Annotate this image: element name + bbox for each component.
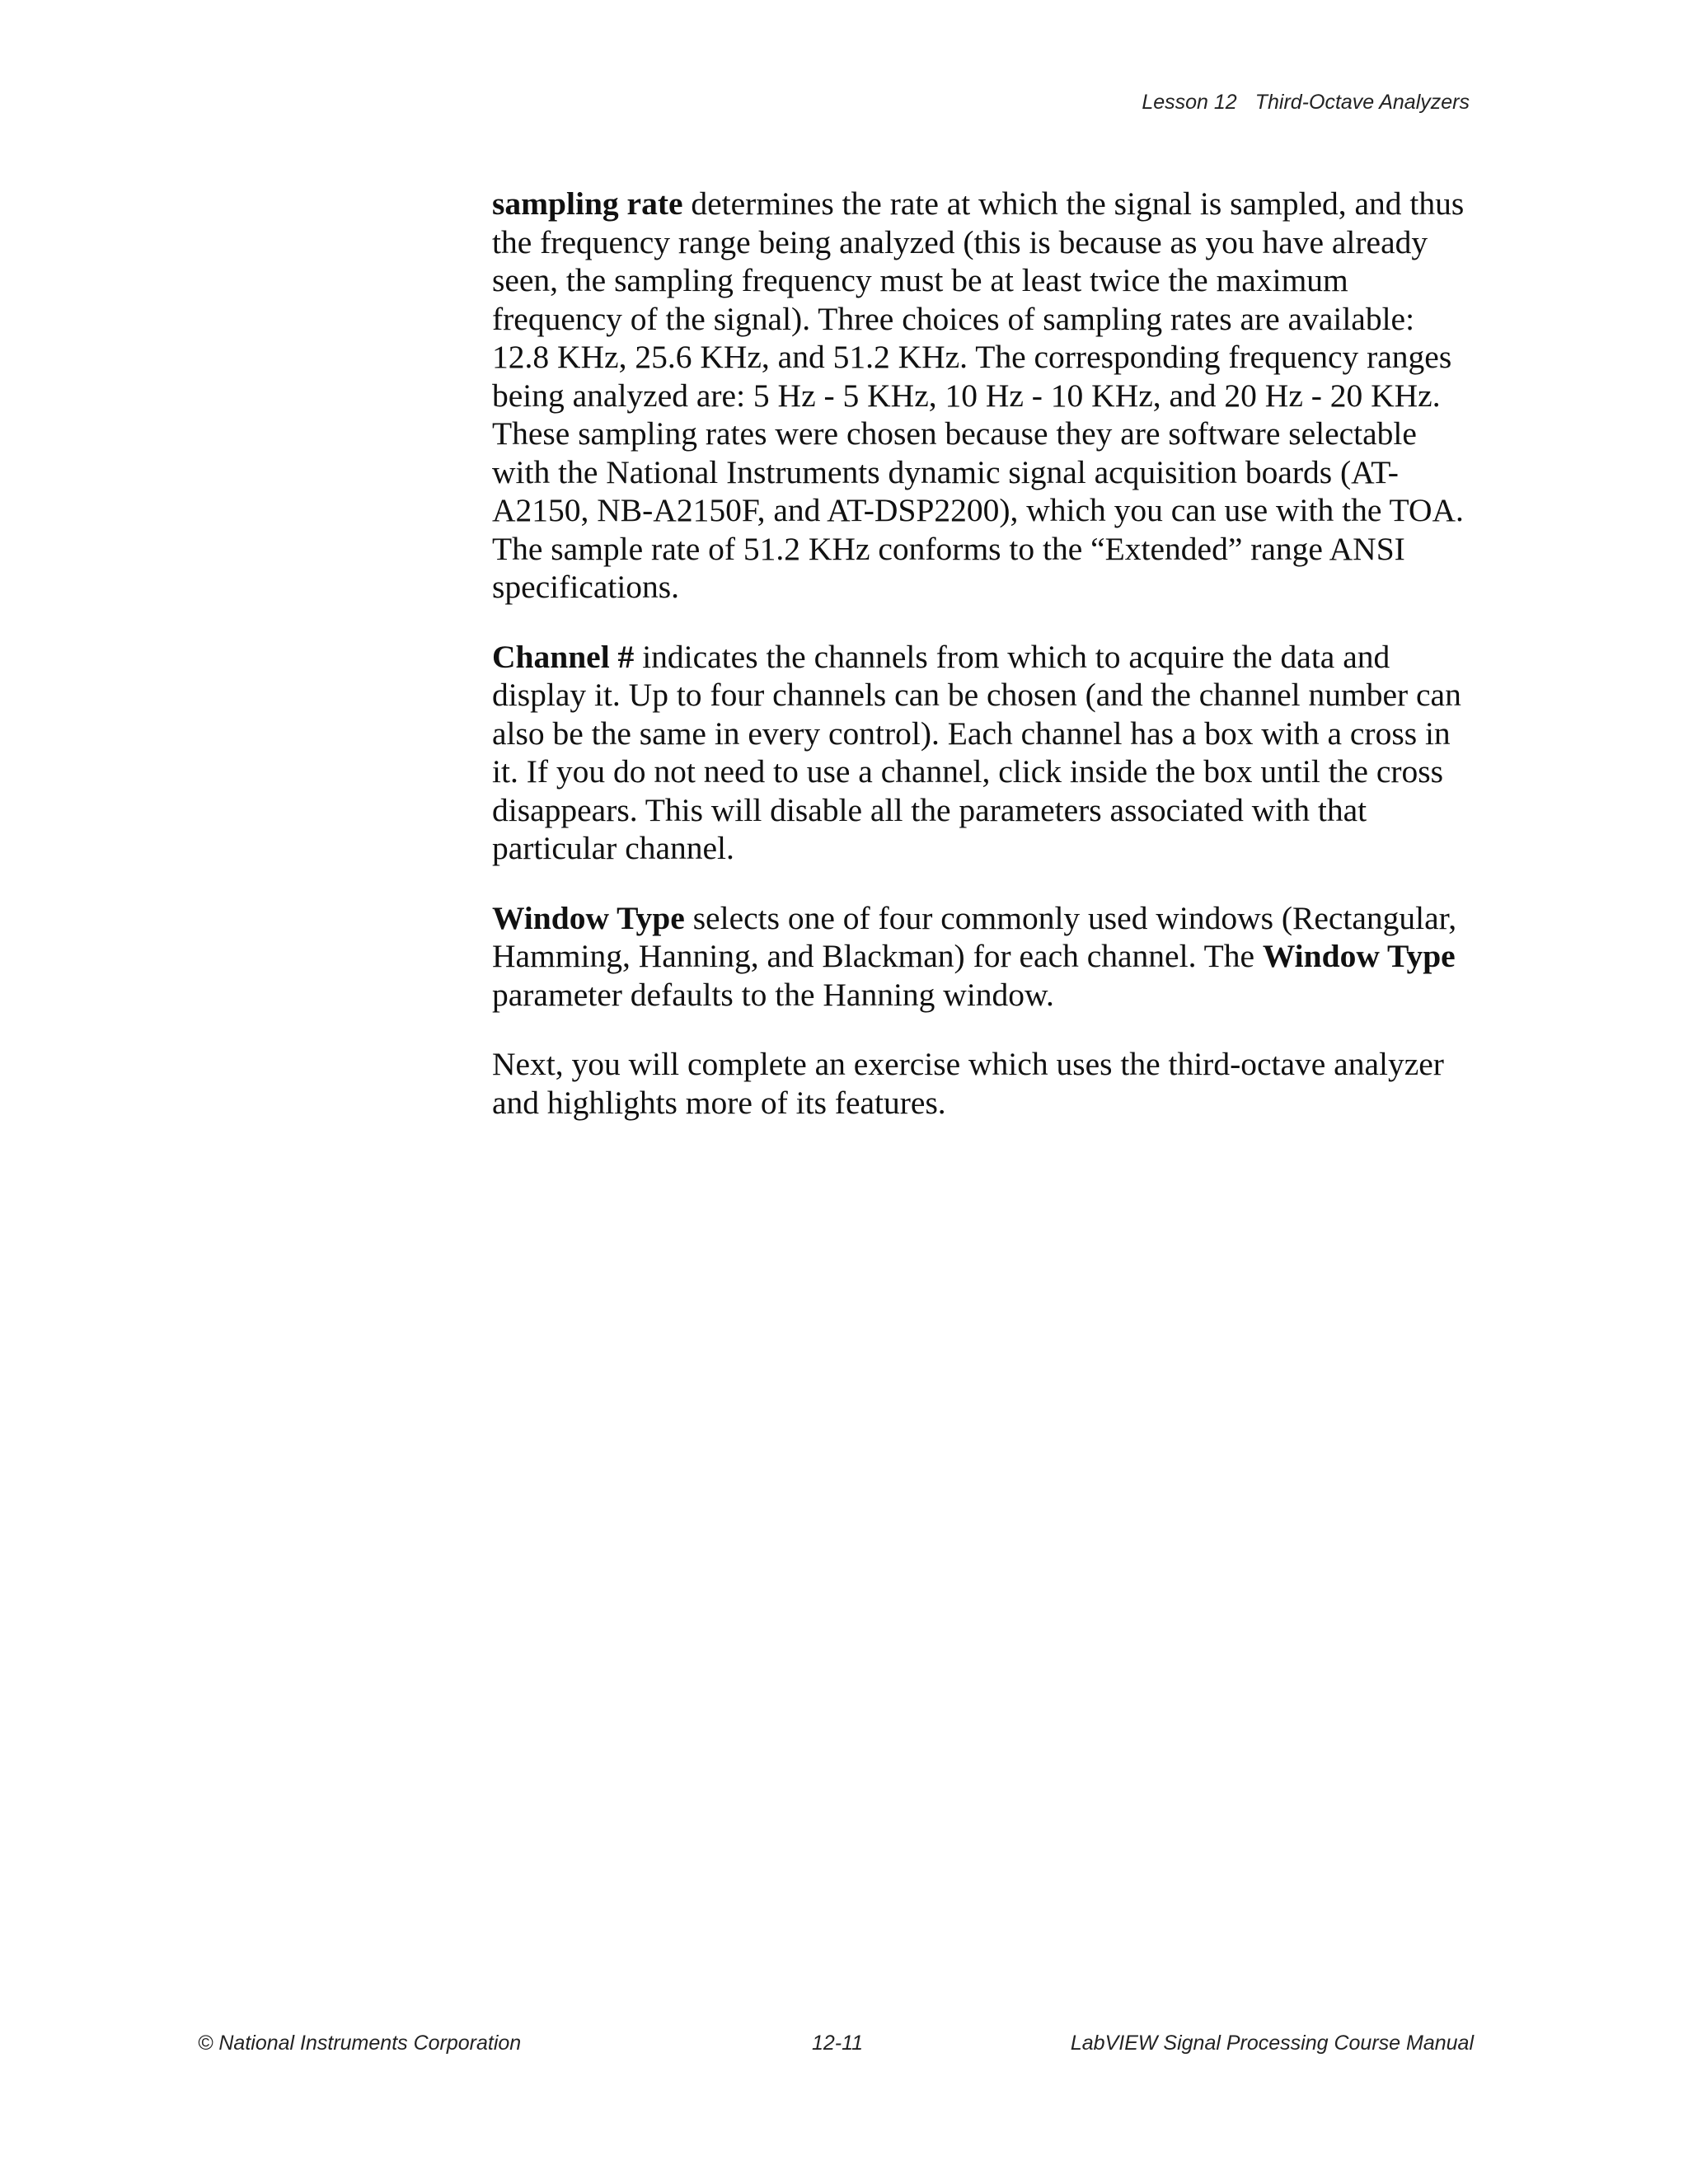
header-title: Third-Octave Analyzers [1254,91,1470,114]
footer-manual-title: LabVIEW Signal Processing Course Manual [1070,2032,1474,2055]
body-text [492,185,1473,1153]
term-window-type: Window Type [492,899,685,936]
text-window-type: selects one of four commonly used windows (Rectangular, Hamming, Hanning, and Blackman) for each channel. The [492,899,1457,974]
text-sampling-rate: determines the rate at which the signal is sampled, and thus the frequency range being analyzed (this is because as you have already seen, the sampling frequency must be at least twice the maximum frequency of the signal). Three choices of sampling rates are available: 12.8 KHz, 25.6 KHz, and 51.2 KHz. The corresponding frequency ranges being analyzed are: 5 Hz - 5 KHz, 10 Hz - 10 KHz, and 20 Hz - 20 KHz. These sampling rates were chosen because they are software selectable with the National Instruments dynamic signal acquisition boards (AT-A2150, NB-A2150F, and AT-DSP2200), which you can use with the TOA. The sample rate of 51.2 KHz conforms to the “Extended” range ANSI specifications. [492,185,1465,605]
term-channel: Channel # [492,638,635,675]
term-sampling-rate: sampling rate [492,185,683,222]
paragraph-window-type [492,899,1473,1015]
paragraph-sampling-rate [492,185,1473,607]
text-window-type-2: parameter defaults to the Hanning window. [492,976,1054,1013]
text-next: Next, you will complete an exercise which uses the third-octave analyzer and highlights more of its features. [492,1046,1444,1121]
running-footer [198,2032,1474,2064]
footer-page-number: 12-11 [812,2032,864,2055]
term-window-type-2: Window Type [1262,938,1456,974]
text-channel: indicates the channels from which to acquire the data and display it. Up to four channels can be chosen (and the channel number can also be the same in every control). Each channel has a box with a cross in it. If you do not need to use a channel, click inside the box until the cross disappears. This will disable all the parameters associated with that particular channel. [492,638,1461,866]
paragraph-next [492,1045,1473,1122]
paragraph-channel [492,638,1473,868]
header-lesson: Lesson 12 [1142,91,1237,114]
running-header [1142,91,1470,115]
footer-copyright: © National Instruments Corporation [198,2032,522,2055]
